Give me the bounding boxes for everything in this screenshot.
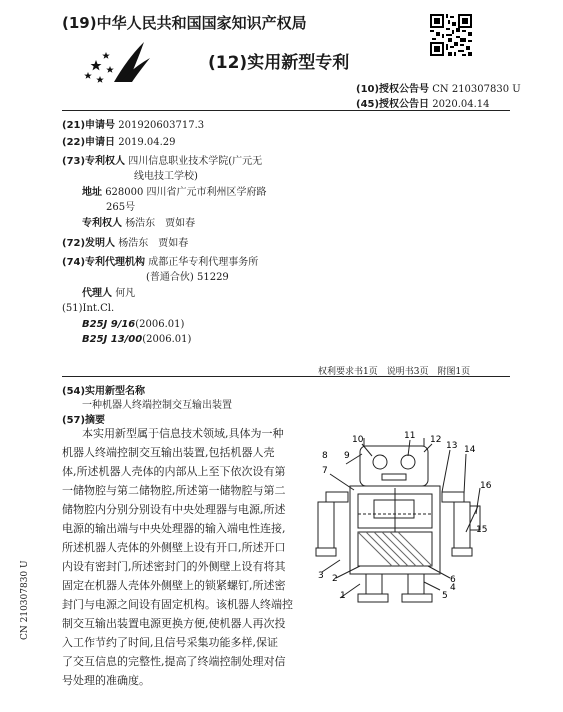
- ipc-row-2: [82, 334, 191, 345]
- publication-number: CN 210307830 U: [432, 84, 521, 95]
- ipc-date-1: (2006.01): [135, 319, 185, 330]
- patentee-line-1: 四川信息职业技术学院(广元无: [128, 156, 263, 167]
- ipc-code-2: B25J 13/00: [82, 334, 143, 345]
- figure-label-8: 8: [322, 451, 328, 461]
- application-number-row: [62, 116, 204, 131]
- co-patentee-label: 专利权人: [82, 218, 122, 229]
- inventors: 杨浩东 贾如春: [118, 238, 189, 249]
- abstract-line: 机器人终端控制交互输出装置,包括机器人壳: [62, 446, 275, 459]
- agent-row: [82, 284, 135, 299]
- patentee-row: [62, 152, 262, 167]
- cnipa-emblem-icon: [84, 38, 164, 88]
- figure-label-2: 2: [332, 574, 338, 584]
- abstract-text: [62, 424, 293, 690]
- agency-row: [62, 253, 258, 268]
- publication-number-label: (10)授权公告号: [356, 84, 430, 95]
- publication-date-row: [356, 95, 490, 110]
- figure-label-1: 1: [340, 591, 346, 601]
- inventor-label: (72)发明人: [62, 238, 116, 249]
- intcl-label: (51)Int.Cl.: [62, 303, 115, 314]
- patentee-line-2: 线电技工学校): [134, 171, 198, 182]
- agency-label: (74)专利代理机构: [62, 257, 146, 268]
- figure-label-15: 15: [476, 525, 488, 535]
- co-patentee-row: [82, 214, 195, 229]
- agency-line-1: 成都正华专利代理事务所: [148, 257, 259, 268]
- abstract-line: 储物腔内分别分别设有中央处理器与电源,所述: [62, 503, 286, 516]
- figure-label-13: 13: [446, 441, 458, 451]
- abstract-line: 固定在机器人壳体外侧壁上的锁紧螺钉,所述密: [62, 579, 286, 592]
- abstract-line: 所述机器人壳体的外侧壁上设有开口,所述开口: [62, 541, 286, 554]
- address-line-2: 265号: [106, 202, 136, 213]
- agent-label: 代理人: [82, 288, 112, 299]
- publication-number-row: [356, 80, 521, 95]
- figure-label-11: 11: [404, 431, 416, 441]
- address-line-1: 628000 四川省广元市利州区学府路: [105, 187, 267, 198]
- abstract-line: 一储物腔与第二储物腔,所述第一储物腔与第二: [62, 484, 286, 497]
- figure-label-16: 16: [480, 481, 492, 491]
- issuing-office: (19)中华人民共和国国家知识产权局: [62, 14, 307, 32]
- agency-line-2: (普通合伙) 51229: [146, 272, 229, 283]
- header-divider: [62, 110, 510, 111]
- document-type-title: (12)实用新型专利: [208, 53, 350, 73]
- utility-model-title: 一种机器人终端控制交互输出装置: [82, 400, 232, 411]
- figure-label-6: 6: [450, 575, 456, 585]
- abstract-line: 本实用新型属于信息技术领域,具体为一种: [82, 427, 284, 440]
- patentee-label: (73)专利权人: [62, 156, 126, 167]
- qr-code-icon: [430, 14, 472, 56]
- agent: 何凡: [115, 288, 136, 299]
- application-date: 2019.04.29: [118, 137, 176, 148]
- abstract-line: 号处理的准确度。: [62, 674, 150, 687]
- ipc-code-1: B25J 9/16: [82, 319, 136, 330]
- figure-label-7: 7: [322, 466, 328, 476]
- abstract-line: 体,所述机器人壳体的内部从上至下依次设有第: [62, 465, 286, 478]
- co-patentees: 杨浩东 贾如春: [125, 218, 196, 229]
- figure-label-5: 5: [442, 591, 448, 601]
- application-number: 201920603717.3: [118, 120, 205, 131]
- abstract-line: 电源的输出端与中央处理器的输入端电性连接,: [62, 522, 286, 535]
- figure-label-3: 3: [318, 571, 324, 581]
- ipc-row-1: [82, 319, 184, 330]
- abstract-line: 入工作节约了时间,且信号采集功能多样,保证: [62, 636, 278, 649]
- inventor-row: [62, 234, 188, 249]
- figure-label-12: 12: [430, 435, 442, 445]
- application-date-row: [62, 133, 176, 148]
- address-row: [82, 183, 267, 198]
- ipc-date-2: (2006.01): [142, 334, 192, 345]
- abstract-line: 内设有密封门,所述密封门的外侧壁上设有将其: [62, 560, 286, 573]
- robot-figure: [300, 428, 500, 608]
- side-publication-number: CN 210307830 U: [20, 560, 30, 640]
- publication-date: 2020.04.14: [432, 99, 490, 110]
- abstract-line: 封门与电源之间设有固定机构。该机器人终端控: [62, 598, 293, 611]
- address-label: 地址: [82, 187, 102, 198]
- page-count-note: 权利要求书1页 说明书3页 附图1页: [318, 367, 471, 377]
- abstract-line: 了交互信息的完整性,提高了终端控制处理对信: [62, 655, 286, 668]
- figure-label-9: 9: [344, 451, 350, 461]
- figure-label-4: 4: [450, 583, 456, 593]
- publication-date-label: (45)授权公告日: [356, 99, 430, 110]
- utility-model-title-label: (54)实用新型名称: [62, 386, 146, 397]
- abstract-line: 制交互输出装置电源更换方便,使机器人再次投: [62, 617, 286, 630]
- middle-divider: [62, 376, 510, 377]
- figure-label-14: 14: [464, 445, 476, 455]
- application-date-label: (22)申请日: [62, 137, 116, 148]
- abstract-label: (57)摘要: [62, 415, 106, 426]
- figure-label-10: 10: [352, 435, 364, 445]
- application-number-label: (21)申请号: [62, 120, 116, 131]
